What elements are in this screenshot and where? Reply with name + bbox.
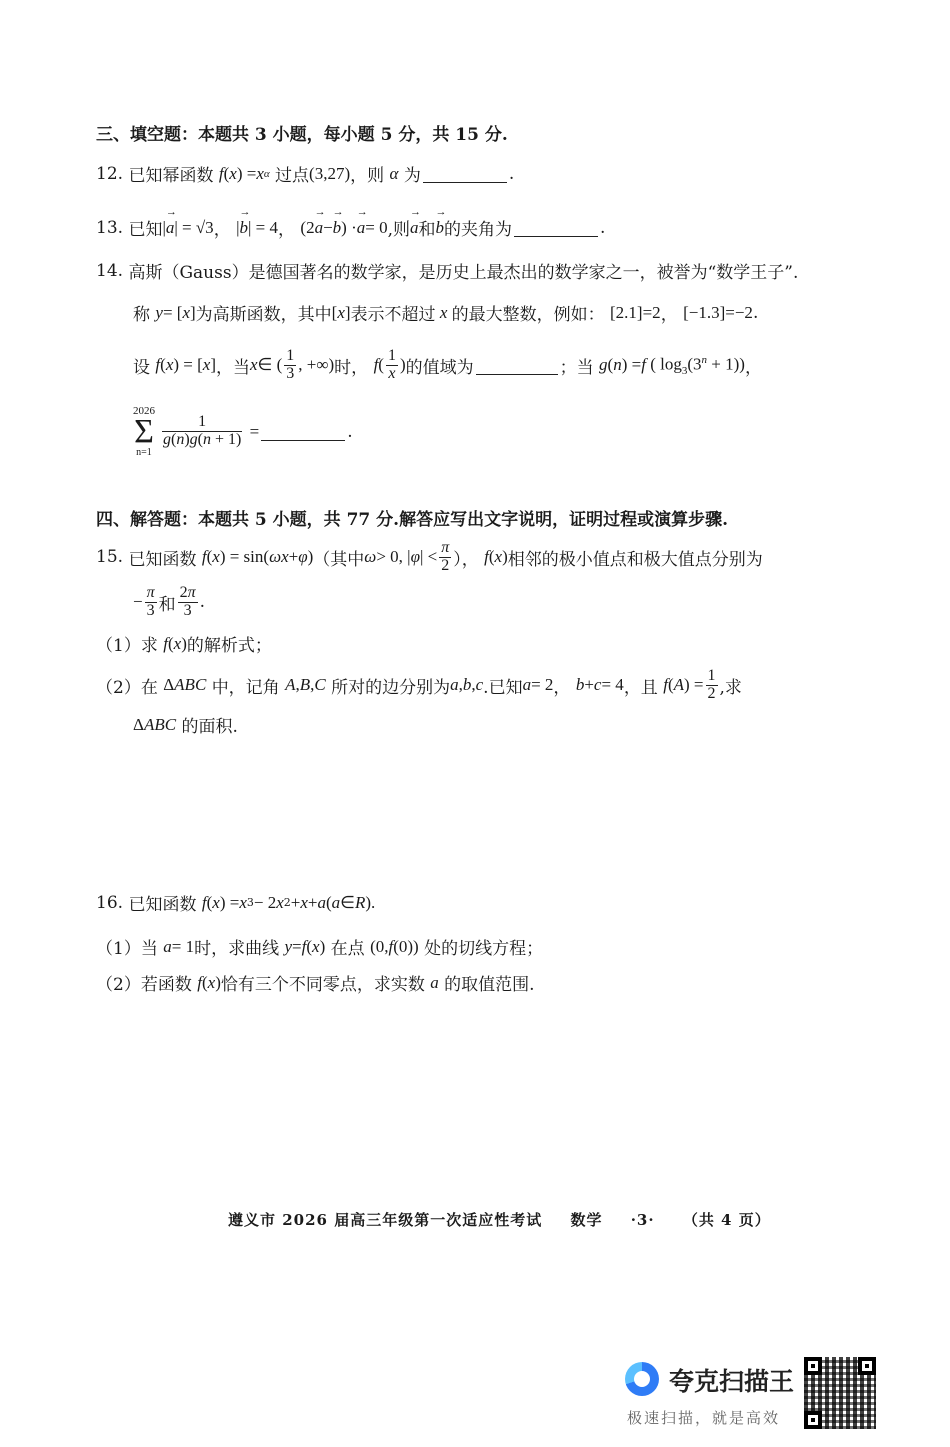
question-14-line-2: 称 y = [ x ] 为高斯函数，其中 [ x ] 表示不超过 x 的最大整数，例如： [2.1]=2 ， [−1.3]=−2 . — [133, 302, 759, 325]
question-15-line-2: − $\frac{\pi}{3}$ 和 $\frac{2\pi}{3}$ . — [133, 584, 206, 619]
answer-blank[interactable] — [423, 164, 507, 183]
q12-number: 12. — [96, 163, 124, 184]
answer-blank[interactable] — [514, 218, 598, 237]
quark-logo-icon — [625, 1362, 659, 1396]
question-15-part-1: （1）求 f ( x ) 的解析式； — [96, 633, 272, 656]
question-14-line-4: 2026 Σ n=1 $\frac{1}{g(n)g(n + 1)}$ = . — [133, 405, 353, 458]
question-15-part-2-cont: Δ ABC 的面积. — [133, 714, 238, 737]
answer-blank-1[interactable] — [476, 356, 558, 375]
summation-symbol: 2026 Σ n=1 — [133, 405, 155, 458]
page-footer: 遵义市 2026 届高三年级第一次适应性考试 数学 ·3· （共 4 页） — [228, 1211, 771, 1229]
answer-blank-2[interactable] — [261, 422, 345, 441]
question-14-line-1: 14. 高斯（Gauss）是德国著名的数学家，是历史上最杰出的数学家之一，被誉为“数学王子”. — [96, 260, 799, 283]
question-13: 13. 已知 | → a | = √3 ， | → b | = 4 ， (2 → a − → b ) · → a = 0 ,则 → a 和 → b 的夹角为 . — [96, 215, 605, 240]
question-16-part-2: （2）若函数 f ( x ) 恰有三个不同零点，求实数 a 的取值范围. — [96, 972, 535, 995]
question-16-part-1: （1）当 a = 1 时，求曲线 y = f ( x ) 在点 (0, f (0)) 处的切线方程； — [96, 936, 544, 959]
question-15-line-1: 15. 已知函数 f ( x ) = sin( ωx + φ ) （其中 ω > 0, | φ | < $\frac{\pi}{2}$ ）， f ( x ) 相邻的极小值点和极大值点分别为 — [96, 539, 763, 574]
question-12: 12. 已知幂函数 f ( x ) = x α 过点 (3,27) ，则 α 为 . — [96, 163, 515, 186]
question-16: 16. 已知函数 f ( x ) = x 3 − 2 x 2 + x + a ( a ∈ R ). — [96, 892, 376, 915]
question-14-line-3: 设 f ( x ) = [ x ] ，当 x ∈ ( $\frac{1}{3}$ , +∞) 时， f ( $\frac{1}{x}$ ) 的值域为 ；当 g ( n ) = f ( $\log_3(3^n + 1)$) ， — [133, 347, 762, 382]
section-4-title: 四、解答题：本题共 5 小题，共 77 分.解答应写出文字说明，证明过程或演算步骤. — [96, 510, 728, 530]
question-15-part-2: （2）在 Δ ABC 中，记角 A , B , C 所对的边分别为 a , b , c .已知 a = 2 ， b + c = 4 ，且 f ( A ) = $\frac{1}{2}$ ,求 — [96, 667, 742, 702]
scanner-watermark: 夸克扫描王 极速扫描，就是高效 — [625, 1360, 875, 1430]
qr-code-icon — [804, 1357, 876, 1429]
section-3-title: 三、填空题：本题共 3 小题，每小题 5 分，共 15 分. — [96, 125, 508, 145]
